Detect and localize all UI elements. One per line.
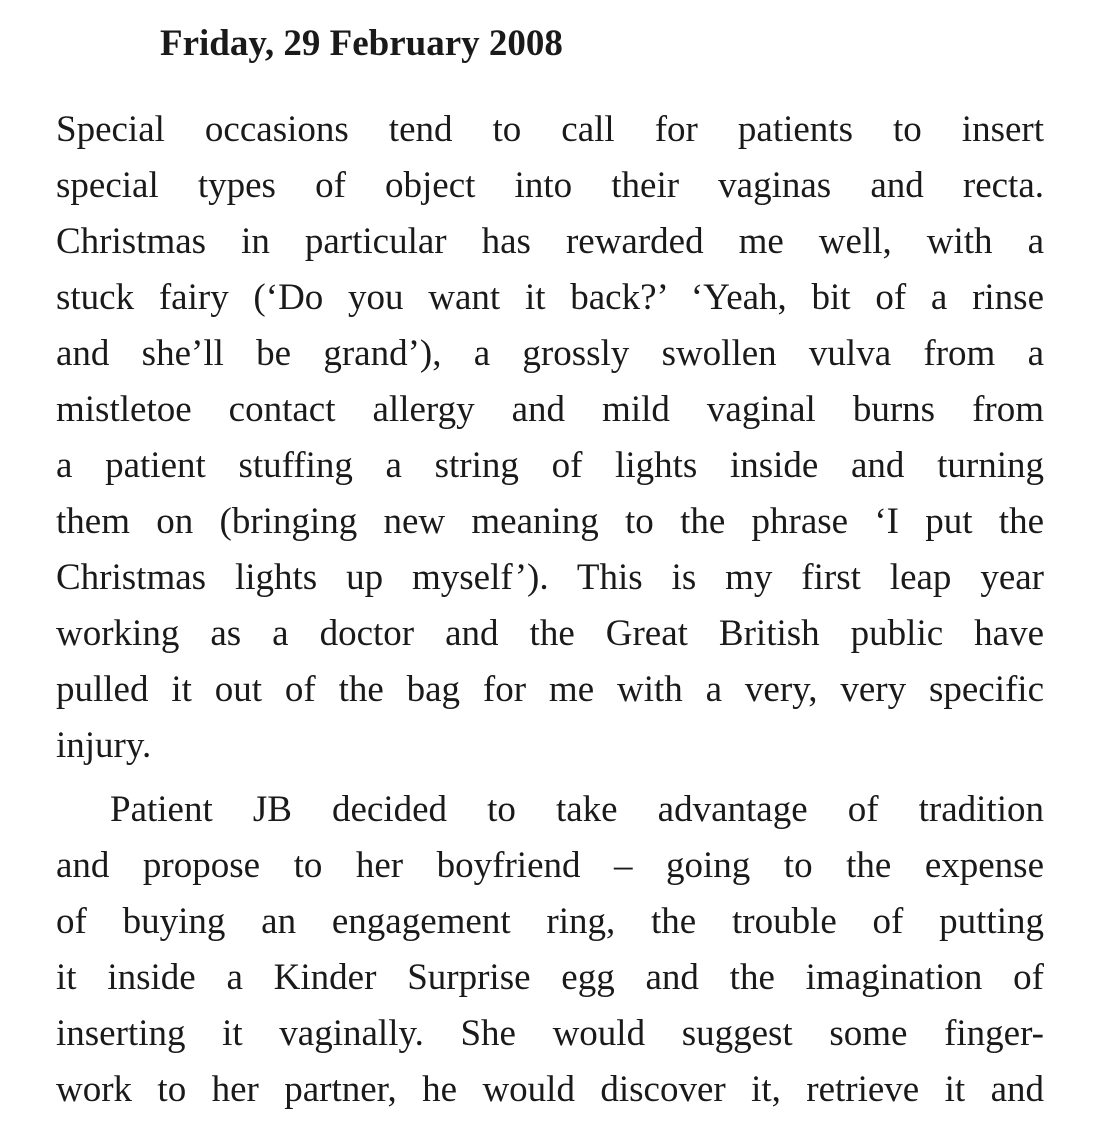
text-line: Christmas lights up myself’). This is my first leap year	[56, 557, 1044, 598]
text-line: it inside a Kinder Surprise egg and the imagination of	[56, 957, 1044, 998]
text-line: a patient stuffing a string of lights inside and turning	[56, 445, 1044, 486]
text-line: and propose to her boyfriend – going to the expense	[56, 845, 1044, 886]
text-line: and she’ll be grand’), a grossly swollen vulva from a	[56, 333, 1044, 374]
paragraph-2	[56, 782, 1044, 1118]
text-line: work to her partner, he would discover it, retrieve it and	[56, 1069, 1044, 1110]
diary-entry-date-heading: Friday, 29 February 2008	[160, 23, 563, 64]
text-line: stuck fairy (‘Do you want it back?’ ‘Yeah, bit of a rinse	[56, 277, 1044, 318]
text-line: of buying an engagement ring, the trouble of putting	[56, 901, 1044, 942]
text-line: injury.	[56, 725, 152, 766]
text-line: pulled it out of the bag for me with a very, very specific	[56, 669, 1044, 710]
text-line: mistletoe contact allergy and mild vaginal burns from	[56, 389, 1044, 430]
text-line: them on (bringing new meaning to the phrase ‘I put the	[56, 501, 1044, 542]
text-line: Special occasions tend to call for patients to insert	[56, 109, 1044, 150]
text-line: special types of object into their vaginas and recta.	[56, 165, 1044, 206]
text-line: Patient JB decided to take advantage of tradition	[110, 789, 1044, 830]
text-line: working as a doctor and the Great British public have	[56, 613, 1044, 654]
text-line: Christmas in particular has rewarded me well, with a	[56, 221, 1044, 262]
paragraph-1	[56, 102, 1044, 774]
text-line: inserting it vaginally. She would suggest some finger-	[56, 1013, 1044, 1054]
